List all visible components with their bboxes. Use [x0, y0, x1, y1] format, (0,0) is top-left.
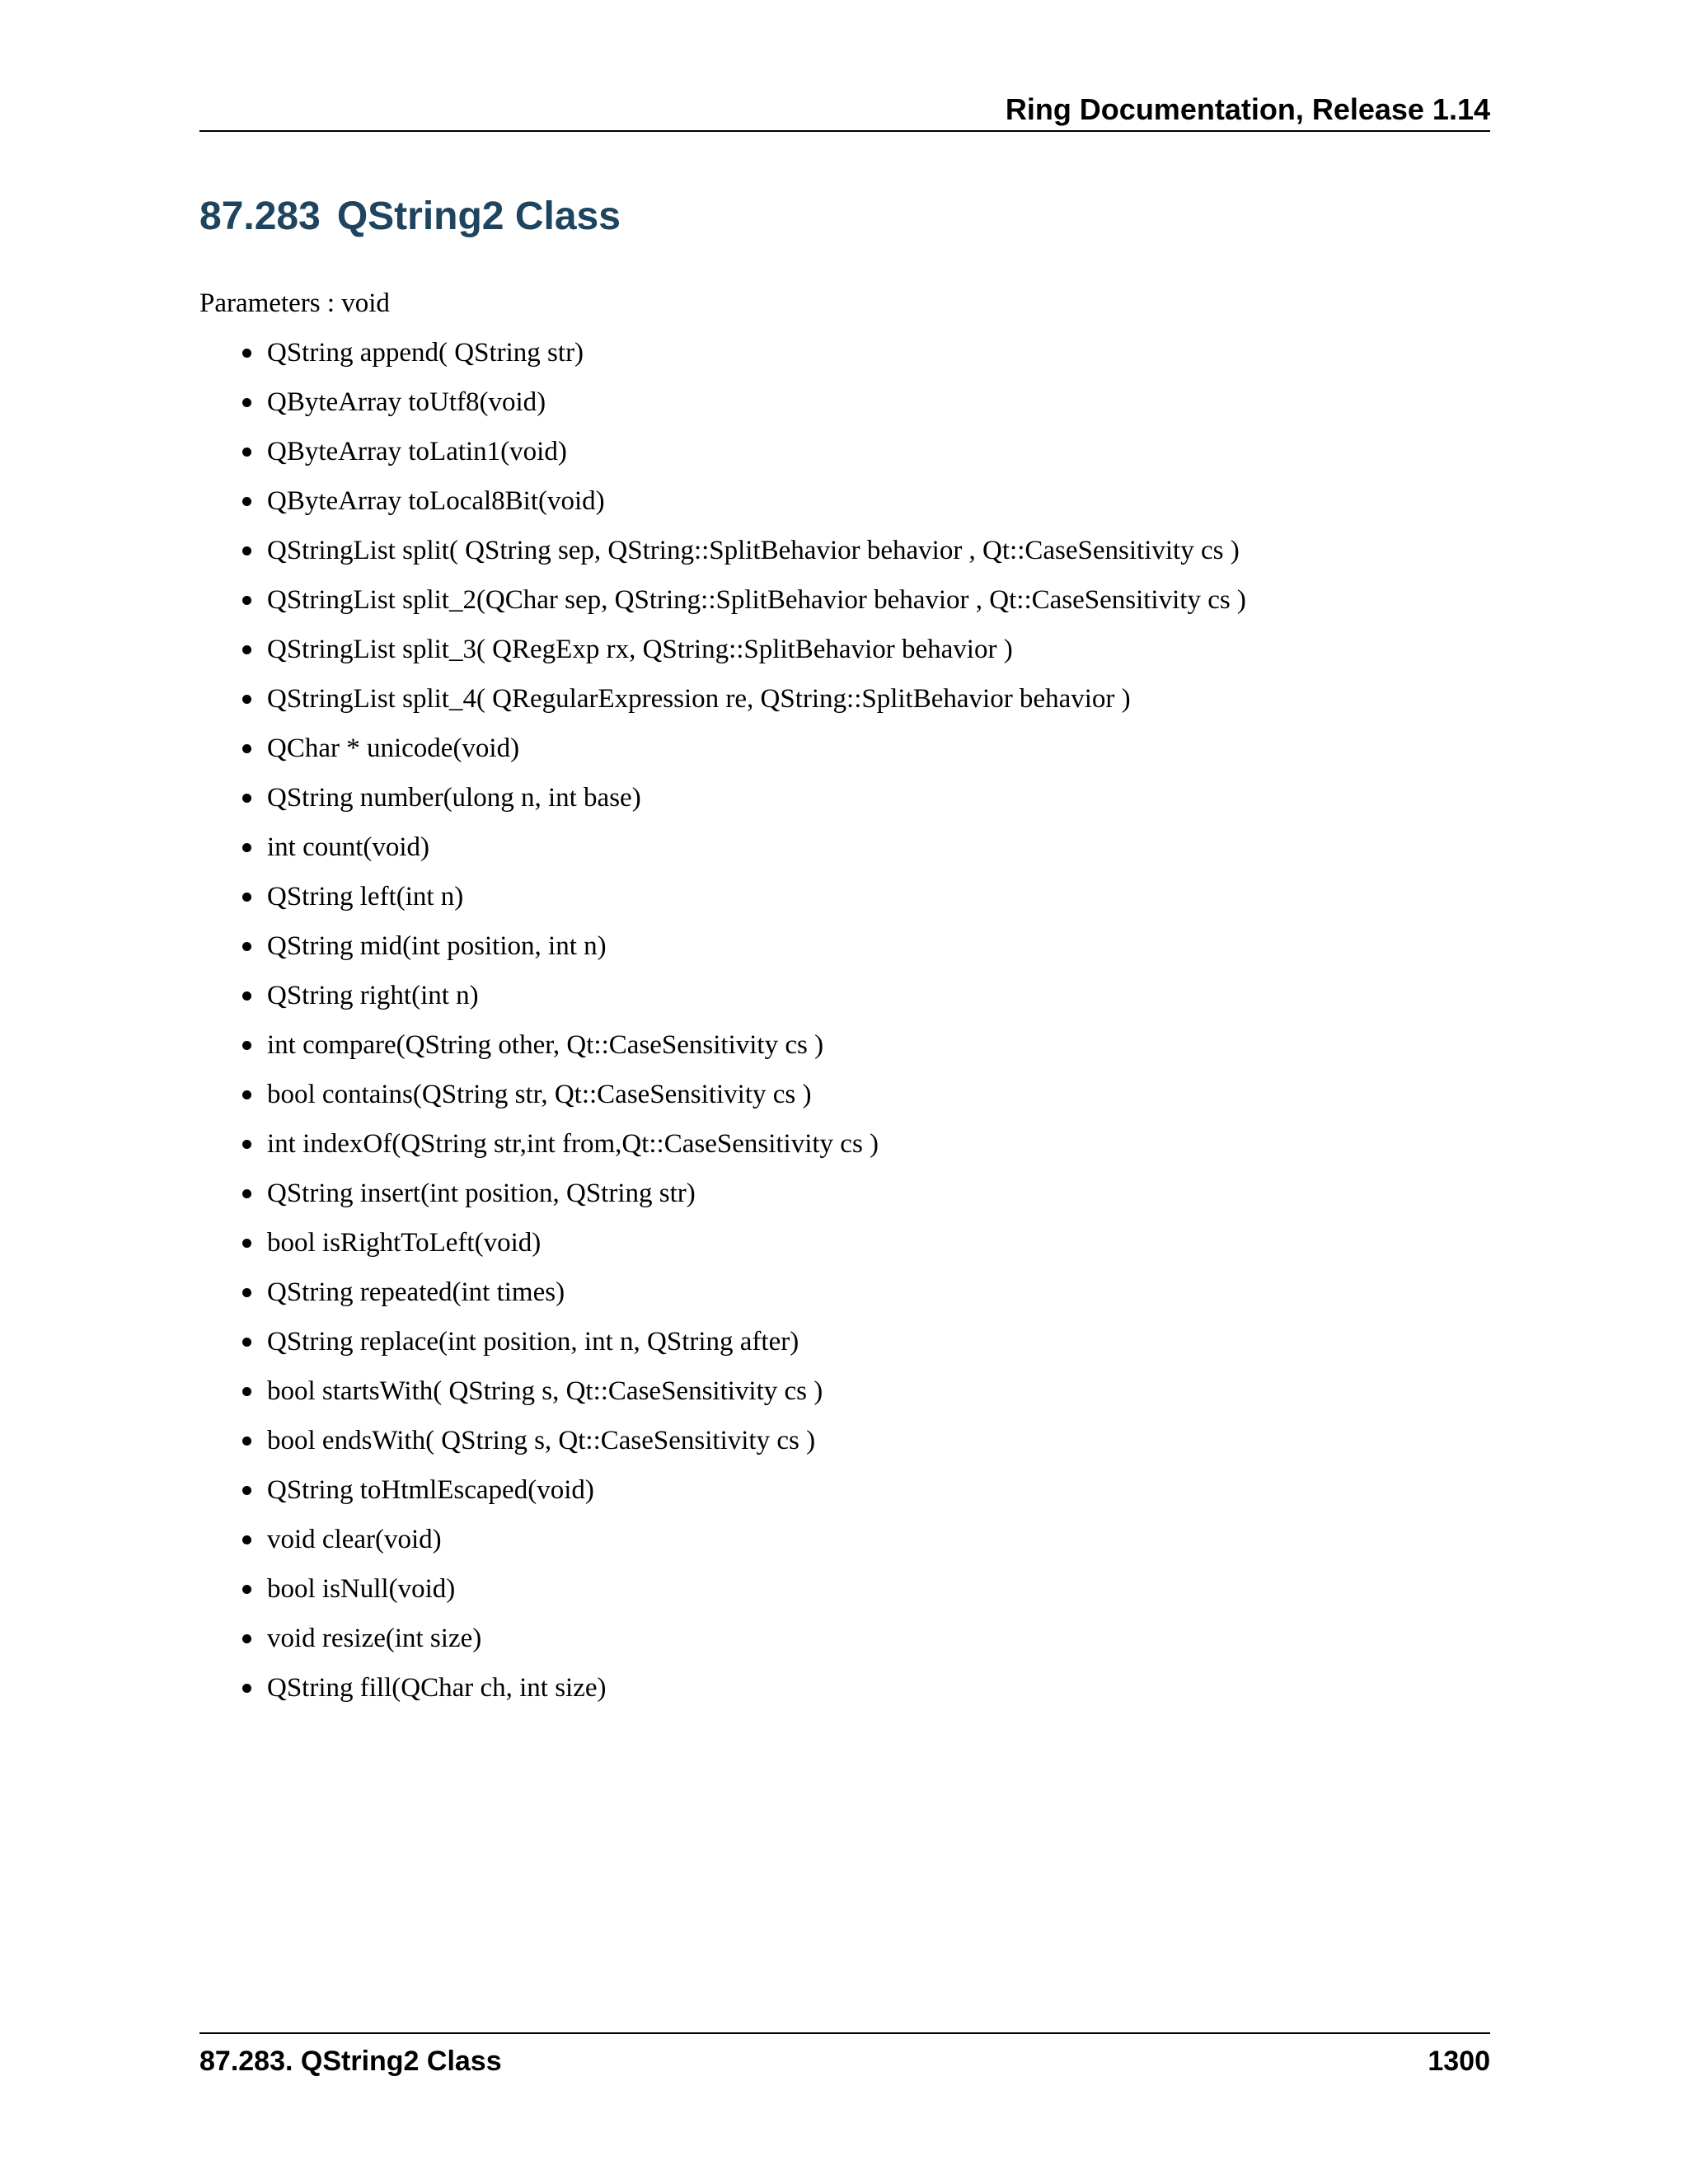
list-item	[0, 532, 1688, 582]
bullet-icon	[242, 744, 251, 753]
bullet-icon	[242, 794, 251, 803]
bullet-icon	[242, 1239, 251, 1248]
list-item	[0, 434, 1688, 483]
parameters-line: Parameters : void	[199, 288, 390, 318]
list-item	[0, 1620, 1688, 1670]
method-signature: bool isRightToLeft(void)	[267, 1228, 542, 1258]
header-title: Ring Documentation, Release 1.14	[1005, 92, 1490, 126]
list-item	[0, 1126, 1688, 1175]
footer-section-title: 87.283. QString2 Class	[199, 2046, 502, 2077]
list-item	[0, 1324, 1688, 1373]
bullet-icon	[242, 1288, 251, 1297]
list-item	[0, 829, 1688, 879]
list-item	[0, 582, 1688, 631]
bullet-icon	[242, 843, 251, 852]
section-heading	[199, 193, 621, 241]
bullet-icon	[242, 695, 251, 704]
list-item	[0, 335, 1688, 384]
bullet-icon	[242, 1189, 251, 1198]
list-item	[0, 1373, 1688, 1422]
method-signature: QString mid(int position, int n)	[267, 931, 607, 961]
list-item	[0, 1225, 1688, 1274]
bullet-icon	[242, 1338, 251, 1347]
method-signature: QString fill(QChar ch, int size)	[267, 1673, 607, 1703]
method-signature: int count(void)	[267, 832, 430, 862]
method-signature: QByteArray toLocal8Bit(void)	[267, 486, 605, 516]
bullet-icon	[242, 546, 251, 555]
list-item	[0, 730, 1688, 780]
list-item	[0, 1422, 1688, 1472]
method-signature: QString append( QString str)	[267, 338, 584, 368]
method-signature: QStringList split_2(QChar sep, QString::SplitBehavior behavior , Qt::CaseSensitivity cs )	[267, 585, 1246, 615]
method-signature: QChar * unicode(void)	[267, 733, 520, 763]
method-signature: QByteArray toUtf8(void)	[267, 387, 546, 417]
section-title: QString2 Class	[336, 194, 621, 238]
method-signature: QString repeated(int times)	[267, 1277, 565, 1307]
bullet-icon	[242, 1634, 251, 1643]
bullet-icon	[242, 942, 251, 951]
list-item	[0, 631, 1688, 681]
list-item	[0, 977, 1688, 1027]
method-signature: QString toHtmlEscaped(void)	[267, 1475, 594, 1505]
bullet-icon	[242, 1140, 251, 1149]
section-number: 87.283	[199, 194, 321, 238]
list-item	[0, 1175, 1688, 1225]
method-signature: int compare(QString other, Qt::CaseSensitivity cs )	[267, 1030, 824, 1060]
list-item	[0, 1472, 1688, 1521]
bullet-icon	[242, 349, 251, 358]
list-item	[0, 1027, 1688, 1076]
running-footer	[199, 2032, 1490, 2082]
list-item	[0, 384, 1688, 434]
list-item	[0, 1571, 1688, 1620]
method-signature: int indexOf(QString str,int from,Qt::CaseSensitivity cs )	[267, 1129, 879, 1159]
bullet-icon	[242, 1684, 251, 1693]
bullet-icon	[242, 1585, 251, 1594]
method-signature: QStringList split_3( QRegExp rx, QString::SplitBehavior behavior )	[267, 635, 1013, 664]
method-signature: void clear(void)	[267, 1525, 442, 1554]
bullet-icon	[242, 1041, 251, 1050]
bullet-icon	[242, 398, 251, 407]
method-signature: bool isNull(void)	[267, 1574, 456, 1604]
method-signature: bool contains(QString str, Qt::CaseSensitivity cs )	[267, 1080, 812, 1109]
bullet-icon	[242, 991, 251, 1001]
bullet-icon	[242, 1535, 251, 1544]
method-list	[0, 335, 1688, 1719]
bullet-icon	[242, 1486, 251, 1495]
list-item	[0, 780, 1688, 829]
list-item	[0, 1521, 1688, 1571]
bullet-icon	[242, 893, 251, 902]
bullet-icon	[242, 596, 251, 605]
bullet-icon	[242, 1436, 251, 1446]
method-signature: QByteArray toLatin1(void)	[267, 437, 567, 466]
method-signature: QString number(ulong n, int base)	[267, 783, 641, 813]
method-signature: bool endsWith( QString s, Qt::CaseSensitivity cs )	[267, 1426, 816, 1455]
list-item	[0, 483, 1688, 532]
bullet-icon	[242, 645, 251, 654]
method-signature: QString left(int n)	[267, 882, 464, 912]
bullet-icon	[242, 448, 251, 457]
bullet-icon	[242, 1090, 251, 1099]
method-signature: QStringList split_4( QRegularExpression re, QString::SplitBehavior behavior )	[267, 684, 1131, 714]
method-signature: bool startsWith( QString s, Qt::CaseSensitivity cs )	[267, 1376, 823, 1406]
list-item	[0, 1274, 1688, 1324]
list-item	[0, 1670, 1688, 1719]
bullet-icon	[242, 497, 251, 506]
running-header	[199, 86, 1490, 132]
method-signature: QString replace(int position, int n, QString after)	[267, 1327, 799, 1357]
list-item	[0, 1076, 1688, 1126]
method-signature: QStringList split( QString sep, QString::SplitBehavior behavior , Qt::CaseSensitivity cs )	[267, 536, 1240, 565]
method-signature: QString right(int n)	[267, 981, 479, 1010]
method-signature: void resize(int size)	[267, 1624, 482, 1653]
list-item	[0, 879, 1688, 928]
bullet-icon	[242, 1387, 251, 1396]
list-item	[0, 681, 1688, 730]
page-number: 1300	[1428, 2046, 1490, 2077]
list-item	[0, 928, 1688, 977]
method-signature: QString insert(int position, QString str)	[267, 1179, 696, 1208]
